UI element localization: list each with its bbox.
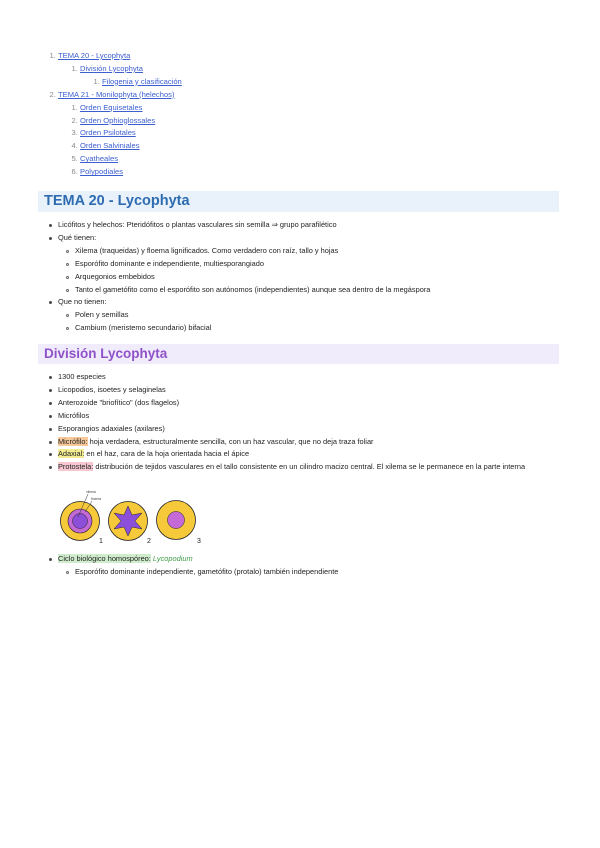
term-highlight: Ciclo biológico homospóreo: (58, 554, 151, 563)
list-item-label: Que no tienen: (58, 297, 107, 307)
toc-link-tema-20[interactable]: TEMA 20 - Lycophyta (58, 51, 131, 60)
list-item: Esporófito dominante e independiente, multiesporangiado (75, 258, 556, 271)
diagram-label-2: 2 (147, 538, 151, 545)
term-highlight: Protostela: (58, 462, 94, 472)
section-ciclo-body (46, 553, 556, 579)
toc-link-polypodiales[interactable]: Polypodiales (80, 167, 124, 177)
toc-item (80, 127, 560, 140)
list-item: Licopodios, isoetes y selaginelas (58, 384, 556, 397)
list-item-microfilo (58, 436, 556, 449)
toc-link-division-lycophyta[interactable]: División Lycophyta (80, 63, 144, 73)
list-item: Xilema (traqueidas) y floema lignificados. Como verdadero con raíz, tallo y hojas (75, 245, 556, 258)
toc-item (80, 140, 560, 153)
section-tema-20-body (46, 219, 556, 335)
toc-item (80, 102, 560, 115)
list-item: Anterozoide "briofítico" (dos flagelos) (58, 397, 556, 410)
list-item: Esporófito dominante independiente, gametófito (protalo) también independiente (75, 566, 556, 579)
definition-text: hoja verdadera, estructuralmente sencilla, con un haz vascular, que no deja traza foliar (87, 436, 374, 446)
definition-text: en el haz, cara de la hoja orientada hacia el ápice (84, 449, 250, 459)
section-division-body (46, 371, 556, 474)
list-item: Cambium (meristemo secundario) bifacial (75, 322, 556, 335)
toc-link-tema-21[interactable]: TEMA 21 - Monilophyta (helechos) (58, 89, 175, 99)
term-highlight: Adaxial: (58, 449, 85, 459)
toc-link-equisetales[interactable]: Orden Equisetales (80, 102, 143, 112)
toc-link-cyatheales[interactable]: Cyatheales (80, 154, 118, 164)
definition-text: distribución de tejidos vasculares en el tallo consistente en un cilindro macizo central. El xilema se le permanece en la parte interna (93, 462, 526, 472)
section-heading-division-lycophyta: División Lycophyta (38, 344, 559, 364)
diagram-xylem (73, 514, 88, 529)
list-item (58, 296, 556, 335)
list-item: Licófitos y helechos: Pteridófitos o plantas vasculares sin semilla ⇒ grupo parafilético (58, 219, 556, 232)
list-item-protostela (58, 461, 556, 474)
toc-item (102, 76, 560, 89)
section-heading-tema-20: TEMA 20 - Lycophyta (38, 191, 559, 212)
annotation-label: floema (91, 497, 102, 501)
toc-item (58, 89, 560, 179)
list-item: 1300 especies (58, 371, 556, 384)
diagram-label-3: 3 (197, 538, 201, 545)
diagram-label-1: 1 (99, 538, 103, 545)
toc-item (80, 166, 560, 179)
protostele-diagram (58, 488, 218, 546)
toc-link-salviniales[interactable]: Orden Salviniales (80, 141, 140, 151)
genus-name: Lycopodium (152, 554, 193, 563)
toc-item (80, 63, 560, 89)
table-of-contents (40, 50, 560, 179)
term-highlight: Micrófilo: (58, 436, 88, 446)
list-item: Polen y semillas (75, 309, 556, 322)
toc-link-psilotales[interactable]: Orden Psilotales (80, 128, 136, 138)
toc-item (80, 153, 560, 166)
list-item (58, 232, 556, 297)
list-item: Esporangios adaxiales (axilares) (58, 423, 556, 436)
list-item-label: Qué tienen: (58, 232, 97, 242)
toc-link-ophioglossales[interactable]: Orden Ophioglossales (80, 115, 156, 125)
toc-item (58, 50, 560, 89)
toc-item (80, 115, 560, 128)
list-item-adaxial (58, 448, 556, 461)
list-item: Micrófilos (58, 410, 556, 423)
diagram-phloem (168, 512, 185, 529)
list-item: Tanto el gametófito como el esporófito son autónomos (independientes) aunque sea dentro de la megáspora (75, 284, 556, 297)
annotation-label: xilema (86, 490, 96, 494)
toc-link-filogenia[interactable]: Filogenia y clasificación (102, 76, 182, 86)
list-item: Arquegonios embebidos (75, 271, 556, 284)
list-item-ciclo (58, 553, 556, 579)
